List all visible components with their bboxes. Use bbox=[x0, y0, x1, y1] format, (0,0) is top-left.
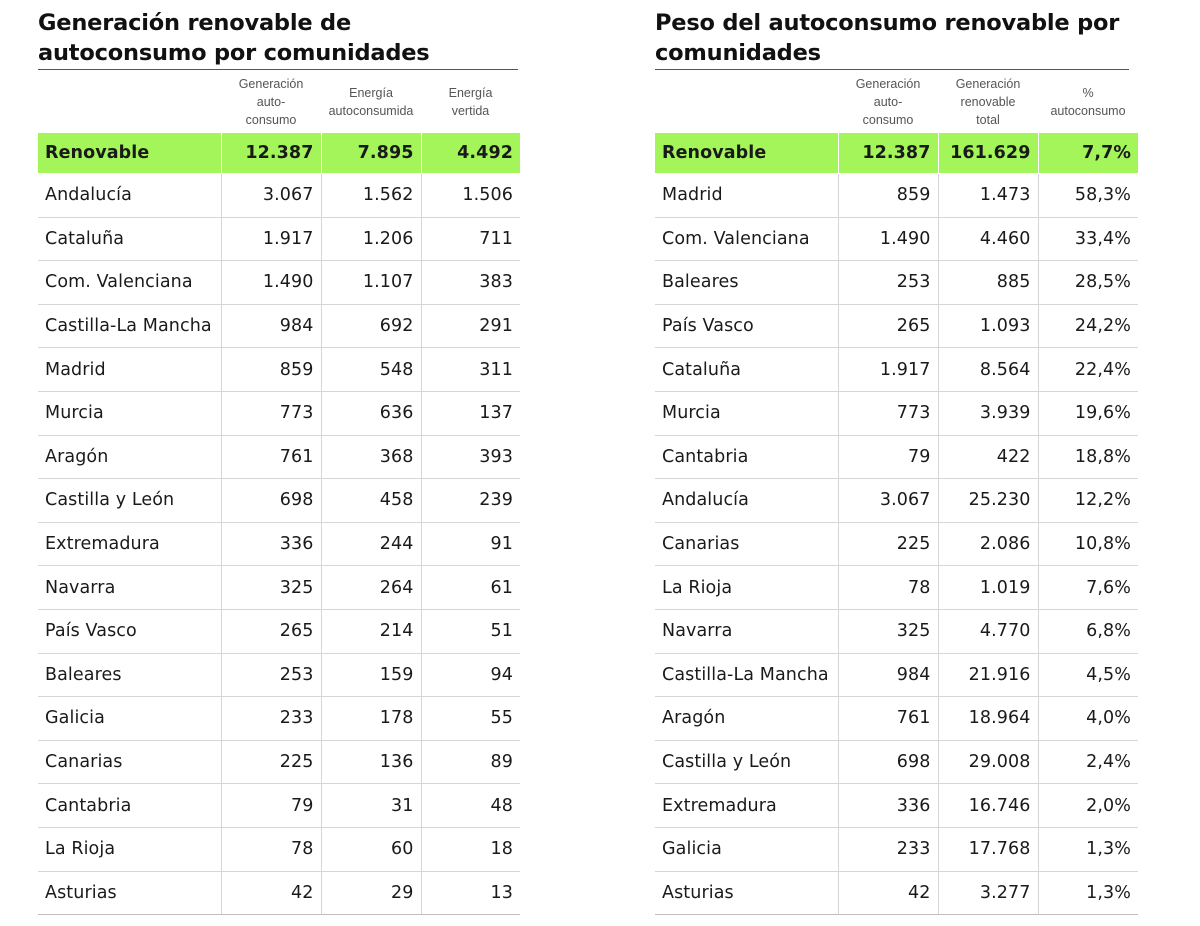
value-cell: 19,6% bbox=[1038, 391, 1138, 435]
value-cell: 6,8% bbox=[1038, 609, 1138, 653]
value-cell: 761 bbox=[838, 697, 938, 741]
value-cell: 773 bbox=[221, 391, 321, 435]
value-cell: 368 bbox=[321, 435, 421, 479]
value-cell: 29.008 bbox=[938, 740, 1038, 784]
table-row bbox=[655, 566, 1138, 610]
value-cell: 1.107 bbox=[321, 261, 421, 305]
region-cell: La Rioja bbox=[38, 827, 221, 871]
value-cell: 325 bbox=[221, 566, 321, 610]
value-cell: 1,3% bbox=[1038, 827, 1138, 871]
region-cell: Extremadura bbox=[655, 784, 838, 828]
table-row bbox=[38, 784, 520, 828]
right-header-row bbox=[655, 70, 1138, 133]
value-cell: 291 bbox=[421, 304, 520, 348]
value-cell: 3.067 bbox=[221, 174, 321, 218]
total-row bbox=[38, 133, 520, 174]
value-cell: 161.629 bbox=[938, 133, 1038, 174]
value-cell: 1.093 bbox=[938, 304, 1038, 348]
right-column-header: Generación auto- consumo bbox=[855, 76, 921, 127]
total-row bbox=[655, 133, 1138, 174]
table-row bbox=[655, 871, 1138, 915]
table-row bbox=[38, 522, 520, 566]
value-cell: 1.473 bbox=[938, 174, 1038, 218]
value-cell: 4.460 bbox=[938, 217, 1038, 261]
value-cell: 60 bbox=[321, 827, 421, 871]
value-cell: 458 bbox=[321, 479, 421, 523]
value-cell: 55 bbox=[421, 697, 520, 741]
value-cell: 422 bbox=[938, 435, 1038, 479]
value-cell: 253 bbox=[221, 653, 321, 697]
table-row bbox=[655, 261, 1138, 305]
region-cell: Madrid bbox=[38, 348, 221, 392]
value-cell: 225 bbox=[221, 740, 321, 784]
value-cell: 984 bbox=[838, 653, 938, 697]
value-cell: 58,3% bbox=[1038, 174, 1138, 218]
value-cell: 31 bbox=[321, 784, 421, 828]
region-cell: Aragón bbox=[38, 435, 221, 479]
value-cell: 383 bbox=[421, 261, 520, 305]
right-table-body bbox=[655, 133, 1138, 915]
value-cell: 7,7% bbox=[1038, 133, 1138, 174]
left-header-row bbox=[38, 70, 520, 133]
table-row bbox=[655, 609, 1138, 653]
value-cell: 28,5% bbox=[1038, 261, 1138, 305]
left-column-header: Generación auto- consumo bbox=[238, 76, 304, 127]
value-cell: 51 bbox=[421, 609, 520, 653]
value-cell: 264 bbox=[321, 566, 421, 610]
table-row bbox=[38, 479, 520, 523]
region-cell: Navarra bbox=[655, 609, 838, 653]
table-row bbox=[655, 522, 1138, 566]
table-row bbox=[655, 827, 1138, 871]
region-cell: Extremadura bbox=[38, 522, 221, 566]
region-cell: Com. Valenciana bbox=[38, 261, 221, 305]
value-cell: 25.230 bbox=[938, 479, 1038, 523]
value-cell: 48 bbox=[421, 784, 520, 828]
table-row bbox=[38, 261, 520, 305]
region-cell: Navarra bbox=[38, 566, 221, 610]
table-row bbox=[655, 479, 1138, 523]
value-cell: 10,8% bbox=[1038, 522, 1138, 566]
region-cell: Galicia bbox=[655, 827, 838, 871]
value-cell: 3.277 bbox=[938, 871, 1038, 915]
value-cell: 42 bbox=[838, 871, 938, 915]
table-row bbox=[38, 566, 520, 610]
table-row bbox=[38, 827, 520, 871]
value-cell: 42 bbox=[221, 871, 321, 915]
value-cell: 24,2% bbox=[1038, 304, 1138, 348]
region-cell: Cataluña bbox=[655, 348, 838, 392]
region-cell: Baleares bbox=[655, 261, 838, 305]
value-cell: 711 bbox=[421, 217, 520, 261]
table-row bbox=[38, 740, 520, 784]
value-cell: 7,6% bbox=[1038, 566, 1138, 610]
table-row bbox=[655, 697, 1138, 741]
region-cell: Andalucía bbox=[655, 479, 838, 523]
region-cell: Castilla-La Mancha bbox=[38, 304, 221, 348]
value-cell: 137 bbox=[421, 391, 520, 435]
value-cell: 8.564 bbox=[938, 348, 1038, 392]
value-cell: 7.895 bbox=[321, 133, 421, 174]
region-cell: País Vasco bbox=[655, 304, 838, 348]
value-cell: 136 bbox=[321, 740, 421, 784]
left-column-header bbox=[38, 70, 221, 133]
region-cell: Renovable bbox=[655, 133, 838, 174]
value-cell: 761 bbox=[221, 435, 321, 479]
value-cell: 1.917 bbox=[838, 348, 938, 392]
right-column-header: % autoconsumo bbox=[1050, 85, 1126, 118]
left-column-header: Energía vertida bbox=[448, 85, 493, 118]
table-row bbox=[38, 435, 520, 479]
region-cell: Asturias bbox=[38, 871, 221, 915]
value-cell: 214 bbox=[321, 609, 421, 653]
value-cell: 233 bbox=[838, 827, 938, 871]
value-cell: 1.490 bbox=[221, 261, 321, 305]
value-cell: 2,0% bbox=[1038, 784, 1138, 828]
region-cell: Aragón bbox=[655, 697, 838, 741]
table-row bbox=[655, 784, 1138, 828]
value-cell: 79 bbox=[838, 435, 938, 479]
value-cell: 78 bbox=[221, 827, 321, 871]
region-cell: Cataluña bbox=[38, 217, 221, 261]
value-cell: 336 bbox=[838, 784, 938, 828]
left-table-body bbox=[38, 133, 520, 915]
region-cell: Castilla y León bbox=[655, 740, 838, 784]
value-cell: 4.492 bbox=[421, 133, 520, 174]
value-cell: 265 bbox=[221, 609, 321, 653]
region-cell: Canarias bbox=[38, 740, 221, 784]
value-cell: 94 bbox=[421, 653, 520, 697]
region-cell: Renovable bbox=[38, 133, 221, 174]
value-cell: 178 bbox=[321, 697, 421, 741]
value-cell: 1.506 bbox=[421, 174, 520, 218]
value-cell: 4,0% bbox=[1038, 697, 1138, 741]
value-cell: 17.768 bbox=[938, 827, 1038, 871]
region-cell: Murcia bbox=[655, 391, 838, 435]
table-row bbox=[38, 653, 520, 697]
value-cell: 698 bbox=[838, 740, 938, 784]
value-cell: 244 bbox=[321, 522, 421, 566]
value-cell: 3.067 bbox=[838, 479, 938, 523]
left-panel bbox=[38, 0, 520, 903]
value-cell: 859 bbox=[838, 174, 938, 218]
table-row bbox=[655, 653, 1138, 697]
table-row bbox=[38, 348, 520, 392]
value-cell: 885 bbox=[938, 261, 1038, 305]
value-cell: 225 bbox=[838, 522, 938, 566]
region-cell: Castilla-La Mancha bbox=[655, 653, 838, 697]
table-row bbox=[655, 174, 1138, 218]
region-cell: Murcia bbox=[38, 391, 221, 435]
value-cell: 548 bbox=[321, 348, 421, 392]
value-cell: 233 bbox=[221, 697, 321, 741]
value-cell: 33,4% bbox=[1038, 217, 1138, 261]
value-cell: 16.746 bbox=[938, 784, 1038, 828]
value-cell: 3.939 bbox=[938, 391, 1038, 435]
value-cell: 61 bbox=[421, 566, 520, 610]
table-row bbox=[38, 304, 520, 348]
region-cell: Canarias bbox=[655, 522, 838, 566]
region-cell: Galicia bbox=[38, 697, 221, 741]
right-table-title: Peso del autoconsumo renovable por comunidades bbox=[655, 0, 1129, 70]
left-column-header: Energía autoconsumida bbox=[328, 85, 414, 118]
value-cell: 698 bbox=[221, 479, 321, 523]
value-cell: 1.490 bbox=[838, 217, 938, 261]
value-cell: 239 bbox=[421, 479, 520, 523]
value-cell: 12.387 bbox=[838, 133, 938, 174]
value-cell: 692 bbox=[321, 304, 421, 348]
right-column-header: Generación renovable total bbox=[955, 76, 1021, 127]
value-cell: 984 bbox=[221, 304, 321, 348]
value-cell: 13 bbox=[421, 871, 520, 915]
value-cell: 91 bbox=[421, 522, 520, 566]
left-table-title: Generación renovable de autoconsumo por comunidades bbox=[38, 0, 518, 70]
value-cell: 78 bbox=[838, 566, 938, 610]
region-cell: Baleares bbox=[38, 653, 221, 697]
region-cell: Madrid bbox=[655, 174, 838, 218]
table-row bbox=[38, 871, 520, 915]
value-cell: 79 bbox=[221, 784, 321, 828]
table-row bbox=[38, 609, 520, 653]
table-row bbox=[38, 174, 520, 218]
value-cell: 4.770 bbox=[938, 609, 1038, 653]
value-cell: 18 bbox=[421, 827, 520, 871]
value-cell: 773 bbox=[838, 391, 938, 435]
value-cell: 636 bbox=[321, 391, 421, 435]
table-row bbox=[655, 740, 1138, 784]
region-cell: Andalucía bbox=[38, 174, 221, 218]
value-cell: 1.019 bbox=[938, 566, 1038, 610]
value-cell: 393 bbox=[421, 435, 520, 479]
value-cell: 18.964 bbox=[938, 697, 1038, 741]
region-cell: Cantabria bbox=[38, 784, 221, 828]
value-cell: 18,8% bbox=[1038, 435, 1138, 479]
region-cell: País Vasco bbox=[38, 609, 221, 653]
left-table bbox=[38, 70, 520, 915]
value-cell: 1.206 bbox=[321, 217, 421, 261]
value-cell: 12,2% bbox=[1038, 479, 1138, 523]
value-cell: 2.086 bbox=[938, 522, 1038, 566]
table-row bbox=[655, 391, 1138, 435]
region-cell: Castilla y León bbox=[38, 479, 221, 523]
region-cell: Cantabria bbox=[655, 435, 838, 479]
value-cell: 159 bbox=[321, 653, 421, 697]
region-cell: La Rioja bbox=[655, 566, 838, 610]
right-column-header bbox=[655, 70, 838, 133]
value-cell: 336 bbox=[221, 522, 321, 566]
value-cell: 265 bbox=[838, 304, 938, 348]
value-cell: 1.562 bbox=[321, 174, 421, 218]
value-cell: 12.387 bbox=[221, 133, 321, 174]
value-cell: 253 bbox=[838, 261, 938, 305]
right-panel bbox=[655, 0, 1138, 903]
value-cell: 325 bbox=[838, 609, 938, 653]
table-row bbox=[38, 217, 520, 261]
value-cell: 859 bbox=[221, 348, 321, 392]
value-cell: 22,4% bbox=[1038, 348, 1138, 392]
table-row bbox=[655, 217, 1138, 261]
value-cell: 2,4% bbox=[1038, 740, 1138, 784]
value-cell: 21.916 bbox=[938, 653, 1038, 697]
table-row bbox=[38, 697, 520, 741]
table-row bbox=[655, 348, 1138, 392]
table-row bbox=[38, 391, 520, 435]
value-cell: 4,5% bbox=[1038, 653, 1138, 697]
value-cell: 29 bbox=[321, 871, 421, 915]
table-row bbox=[655, 435, 1138, 479]
value-cell: 1,3% bbox=[1038, 871, 1138, 915]
value-cell: 311 bbox=[421, 348, 520, 392]
right-table bbox=[655, 70, 1138, 915]
table-row bbox=[655, 304, 1138, 348]
value-cell: 89 bbox=[421, 740, 520, 784]
region-cell: Asturias bbox=[655, 871, 838, 915]
value-cell: 1.917 bbox=[221, 217, 321, 261]
region-cell: Com. Valenciana bbox=[655, 217, 838, 261]
